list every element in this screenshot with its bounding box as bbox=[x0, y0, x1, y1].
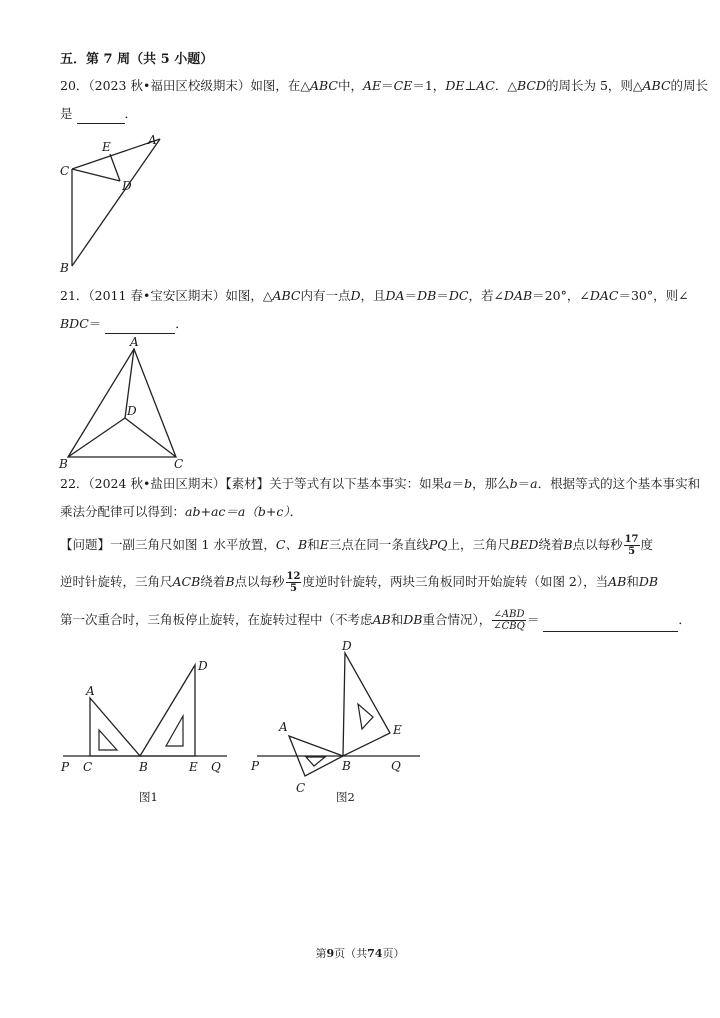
q22-text: ． bbox=[289, 504, 303, 519]
q22-text: 和 bbox=[390, 612, 404, 627]
q21-line1 bbox=[60, 286, 689, 306]
q20-text: 如图，在△ bbox=[250, 78, 310, 93]
q21-line2 bbox=[60, 314, 188, 334]
fig1-label-D: D bbox=[198, 659, 208, 673]
q22-var: B bbox=[225, 574, 235, 589]
q21-text: ＝ bbox=[88, 316, 102, 331]
q21-var: ABC bbox=[272, 288, 301, 303]
q22-line1 bbox=[60, 474, 700, 494]
q20-text: 的周长 bbox=[670, 78, 709, 93]
q20-answer-blank[interactable] bbox=[77, 109, 125, 124]
q21-answer-blank[interactable] bbox=[105, 319, 175, 334]
q22-var: AB bbox=[372, 612, 391, 627]
q22-var: AB bbox=[608, 574, 627, 589]
q21-label-D: D bbox=[127, 404, 137, 418]
q20-var: ABC bbox=[309, 78, 338, 93]
fig1-label-C: C bbox=[83, 760, 93, 774]
fig1-label-P: P bbox=[61, 760, 70, 774]
footer-total-pages: 74 bbox=[367, 947, 383, 960]
q22-var: DB bbox=[638, 574, 659, 589]
q20-text: ＝1， bbox=[412, 78, 446, 93]
fig1-caption: 图1 bbox=[139, 790, 158, 804]
fig1-label-A: A bbox=[86, 684, 95, 698]
q20-var: AC bbox=[476, 78, 495, 93]
fraction-denominator: 5 bbox=[628, 546, 636, 557]
q21-var: DB bbox=[417, 288, 437, 303]
q22-line2 bbox=[60, 502, 302, 522]
q20-label-E: E bbox=[102, 140, 111, 154]
q22-text: ＝ bbox=[526, 612, 540, 627]
q22-var: b bbox=[464, 476, 473, 491]
q22-text: ＝ bbox=[451, 476, 465, 491]
q22-source: （2024 秋•盐田区期末） bbox=[88, 476, 226, 491]
q22-fraction-12-5 bbox=[286, 571, 302, 594]
q20-var: BCD bbox=[516, 78, 546, 93]
q22-text: ．根据等式的这个基本事实和 bbox=[537, 476, 701, 491]
q21-text: ＝ bbox=[404, 288, 418, 303]
q21-label-A: A bbox=[130, 335, 139, 349]
q21-var: DAB bbox=[503, 288, 533, 303]
q22-text: 关于等式有以下基本事实：如果 bbox=[269, 476, 445, 491]
fraction-denominator: 5 bbox=[289, 583, 297, 594]
q22-text: 三点在同一条直线 bbox=[328, 537, 429, 552]
footer-text: 页） bbox=[382, 947, 405, 960]
q20-source: （2023 秋•福田区校级期末） bbox=[88, 78, 251, 93]
q20-label-D: D bbox=[122, 179, 132, 193]
fig2-label-D: D bbox=[342, 639, 352, 653]
fig2-label-P: P bbox=[251, 759, 260, 773]
q22-line3 bbox=[60, 534, 653, 557]
fraction-denominator: ∠CBQ bbox=[493, 621, 525, 632]
fig1-label-B: B bbox=[139, 760, 148, 774]
q21-source: （2011 春•宝安区期末） bbox=[88, 288, 226, 303]
q22-line5 bbox=[60, 609, 691, 632]
q21-text: 如图，△ bbox=[225, 288, 273, 303]
fig2-label-Q: Q bbox=[391, 759, 401, 773]
q20-label-B: B bbox=[60, 261, 69, 275]
q20-text: ⊥ bbox=[464, 78, 477, 93]
fraction-numerator: 12 bbox=[286, 571, 301, 582]
q22-text: 绕着 bbox=[200, 574, 226, 589]
q21-var: DA bbox=[385, 288, 405, 303]
q22-var: b bbox=[509, 476, 518, 491]
footer-text: 第 bbox=[315, 947, 327, 960]
q22-tag-material: 【素材】 bbox=[225, 476, 270, 491]
footer-text: 页（共 bbox=[334, 947, 368, 960]
q20-figure bbox=[55, 130, 175, 275]
q21-text: ＝ bbox=[436, 288, 449, 303]
q22-line4 bbox=[60, 571, 658, 594]
q21-text: ＝30°，则∠ bbox=[618, 288, 689, 303]
q21-label-B: B bbox=[59, 457, 68, 471]
q22-answer-blank[interactable] bbox=[543, 617, 678, 632]
q22-number: 22． bbox=[60, 476, 89, 491]
q22-text: 度逆时针旋转，两块三角板同时开始旋转（如图 2），当 bbox=[302, 574, 609, 589]
fraction-numerator: 17 bbox=[624, 534, 639, 545]
fraction-numerator: ∠ABD bbox=[493, 609, 525, 620]
q21-text: ，若∠ bbox=[468, 288, 504, 303]
q20-var: ABC bbox=[642, 78, 671, 93]
fig2-label-E: E bbox=[393, 723, 402, 737]
q22-var: DB bbox=[403, 612, 423, 627]
q22-formula: ab+ac＝a（b+c） bbox=[185, 504, 290, 519]
q20-var: DE bbox=[445, 78, 465, 93]
fig2-label-C: C bbox=[296, 781, 306, 795]
q22-text: 第一次重合时，三角板停止旋转，在旋转过程中（不考虑 bbox=[60, 612, 373, 627]
q22-text: ． bbox=[678, 612, 691, 627]
q22-text: ＝ bbox=[517, 476, 531, 491]
q20-line2 bbox=[60, 104, 137, 124]
q21-var: D bbox=[350, 288, 361, 303]
q22-var: PQ bbox=[428, 537, 448, 552]
q22-var: BED bbox=[510, 537, 539, 552]
q22-fraction-angles bbox=[492, 609, 526, 632]
q20-label-C: C bbox=[60, 164, 70, 178]
q22-var: ACB bbox=[172, 574, 201, 589]
q21-figure bbox=[55, 333, 195, 473]
q22-text: 绕着 bbox=[538, 537, 564, 552]
fig1-label-E: E bbox=[189, 760, 198, 774]
q20-var: CE bbox=[393, 78, 413, 93]
q20-text: ． bbox=[124, 106, 138, 121]
footer-page-number: 9 bbox=[326, 947, 335, 960]
q22-text: ，那么 bbox=[472, 476, 510, 491]
q22-text: 点以每秒 bbox=[234, 574, 285, 589]
q22-figure-2 bbox=[245, 636, 425, 810]
q21-text: 内有一点 bbox=[300, 288, 351, 303]
q20-text: 中， bbox=[337, 78, 363, 93]
q21-number: 21． bbox=[60, 288, 89, 303]
q20-text: ＝ bbox=[381, 78, 394, 93]
q22-tag-problem: 【问题】 bbox=[60, 537, 111, 552]
q20-var: AE bbox=[362, 78, 382, 93]
fig2-label-A: A bbox=[279, 720, 288, 734]
q20-number: 20． bbox=[60, 78, 89, 93]
q22-var: B bbox=[563, 537, 573, 552]
q22-text: 重合情况）， bbox=[422, 612, 492, 627]
q22-text: 逆时针旋转，三角尺 bbox=[60, 574, 173, 589]
q22-figure-1 bbox=[55, 650, 235, 810]
q20-line1 bbox=[60, 76, 708, 96]
q20-text: ．△ bbox=[494, 78, 517, 93]
q22-var: E bbox=[319, 537, 329, 552]
q22-fraction-17-5 bbox=[624, 534, 640, 557]
page-footer bbox=[0, 945, 720, 961]
q20-text: 的周长为 5，则△ bbox=[545, 78, 643, 93]
q22-var: a bbox=[444, 476, 452, 491]
q22-text: 乘法分配律可以得到： bbox=[60, 504, 186, 519]
fig2-caption: 图2 bbox=[336, 790, 355, 804]
q21-text: ． bbox=[175, 316, 188, 331]
q22-text: 和 bbox=[626, 574, 639, 589]
q21-label-C: C bbox=[174, 457, 184, 471]
fig2-label-B: B bbox=[342, 759, 351, 773]
q22-text: 一副三角尺如图 1 水平放置， bbox=[110, 537, 276, 552]
q21-var: BDC bbox=[60, 316, 89, 331]
q22-text: 度 bbox=[640, 537, 654, 552]
section-title: 五．第 7 周（共 5 小题） bbox=[60, 52, 214, 67]
q22-var: C、B bbox=[275, 537, 308, 552]
q22-text: 和 bbox=[307, 537, 320, 552]
q22-text: 上，三角尺 bbox=[447, 537, 511, 552]
fig1-label-Q: Q bbox=[211, 760, 221, 774]
q22-text: 点以每秒 bbox=[572, 537, 623, 552]
q21-var: DC bbox=[448, 288, 469, 303]
q20-text: 是 bbox=[60, 106, 73, 121]
q20-label-A: A bbox=[148, 133, 157, 147]
q22-var: a bbox=[530, 476, 538, 491]
q21-text: ＝20°，∠ bbox=[532, 288, 590, 303]
q21-text: ，且 bbox=[360, 288, 386, 303]
q21-var: DAC bbox=[589, 288, 619, 303]
